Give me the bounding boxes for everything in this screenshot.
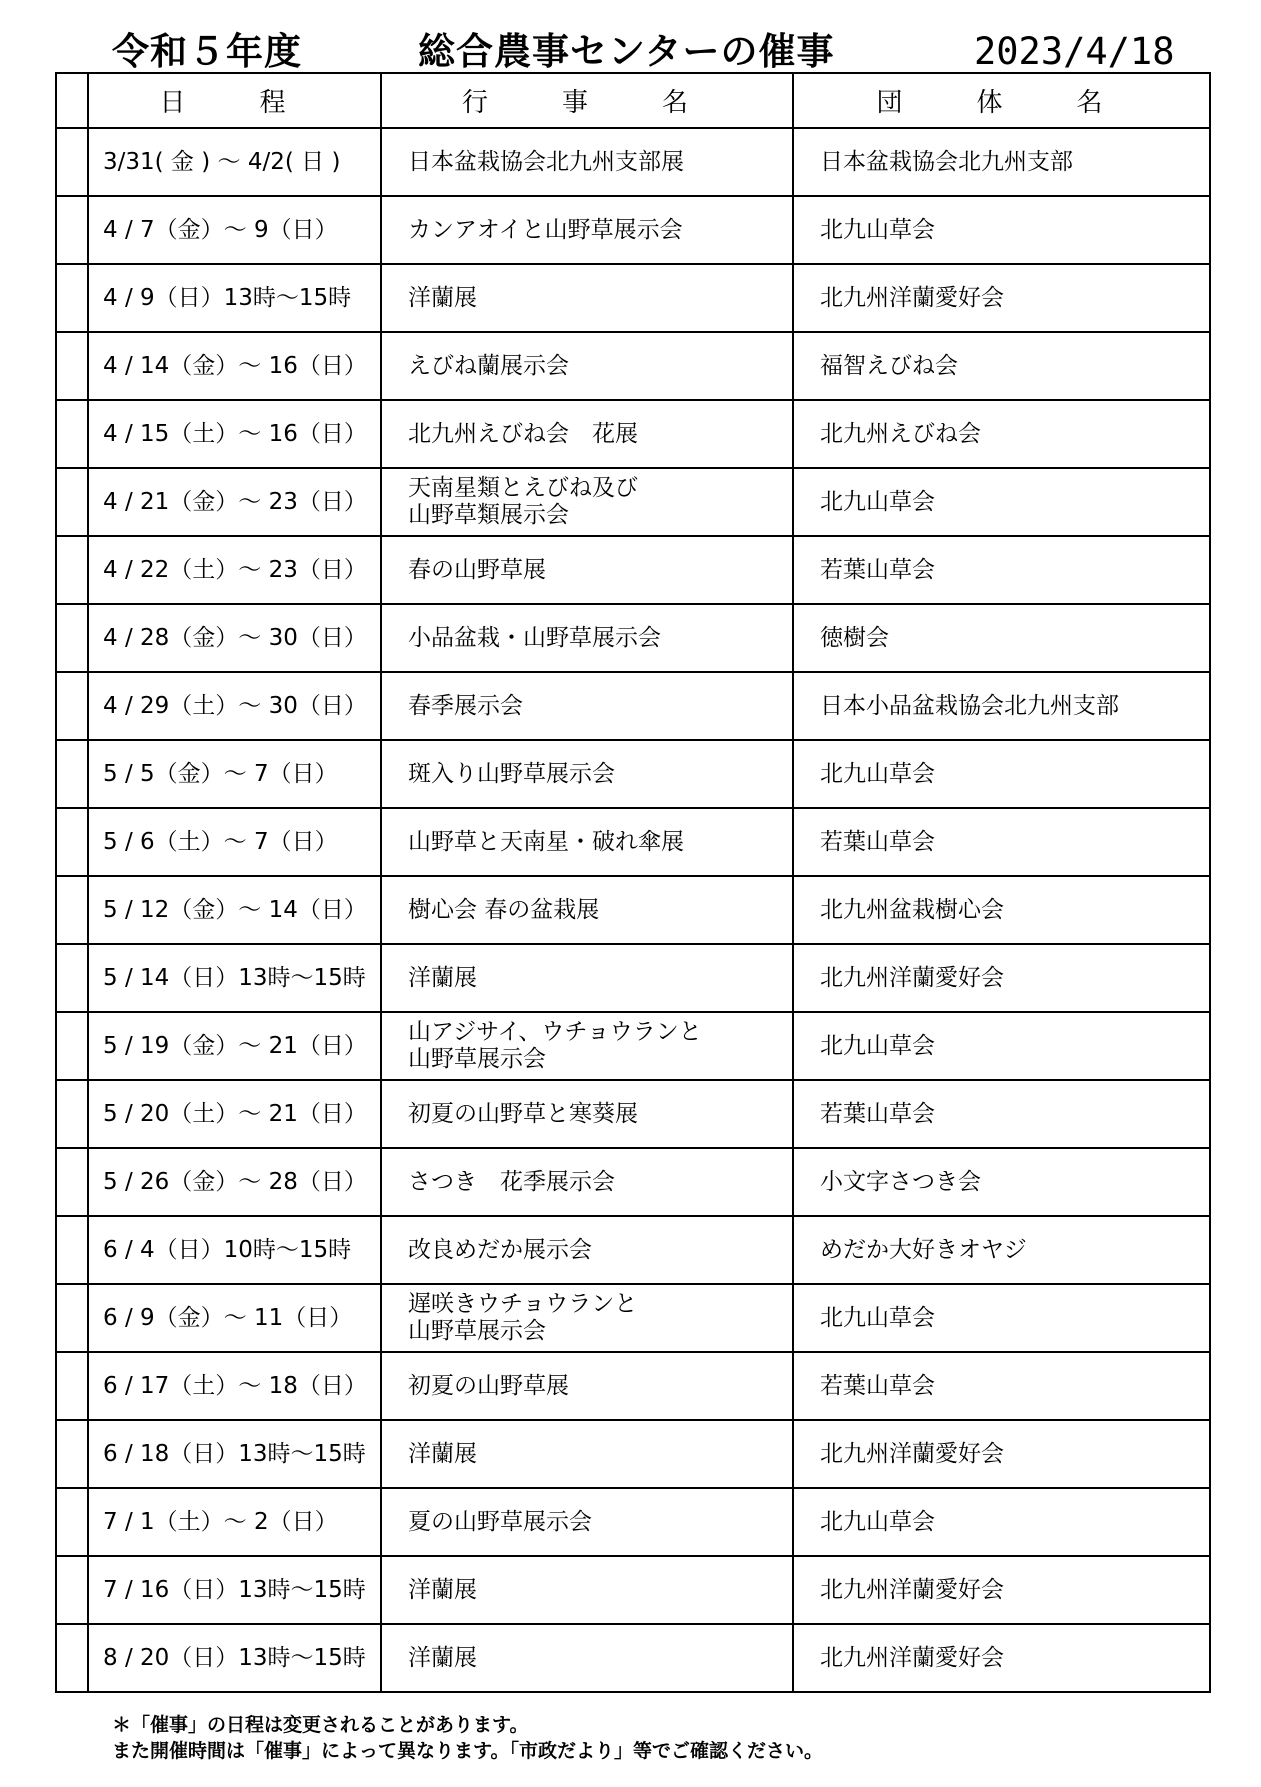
organization-name: 福智えびね会 [793, 332, 1210, 400]
row-marker [56, 196, 88, 264]
organization-name: 北九山草会 [793, 196, 1210, 264]
organization-name: 北九州洋蘭愛好会 [793, 944, 1210, 1012]
schedule-date: 6 / 4（日）10時～15時 [88, 1216, 381, 1284]
event-name: えびね蘭展示会 [381, 332, 793, 400]
row-marker [56, 536, 88, 604]
schedule-date: 7 / 16（日）13時～15時 [88, 1556, 381, 1624]
event-name: 春の山野草展 [381, 536, 793, 604]
event-name: 洋蘭展 [381, 944, 793, 1012]
organization-name: 若葉山草会 [793, 1080, 1210, 1148]
table-row [56, 1420, 1210, 1488]
row-marker [56, 1148, 88, 1216]
organization-name: 北九山草会 [793, 468, 1210, 536]
event-name: 初夏の山野草と寒葵展 [381, 1080, 793, 1148]
table-row [56, 196, 1210, 264]
table-row [56, 1352, 1210, 1420]
row-marker [56, 672, 88, 740]
table-row [56, 332, 1210, 400]
table-row [56, 1556, 1210, 1624]
column-header-event: 行 事 名 [381, 73, 793, 128]
schedule-date: 4 / 29（土）～ 30（日） [88, 672, 381, 740]
table-row [56, 1624, 1210, 1692]
table-row [56, 876, 1210, 944]
table-row [56, 1148, 1210, 1216]
event-name: 小品盆栽・山野草展示会 [381, 604, 793, 672]
organization-name: 若葉山草会 [793, 1352, 1210, 1420]
table-row [56, 536, 1210, 604]
schedule-date: 5 / 5（金）～ 7（日） [88, 740, 381, 808]
schedule-date: 4 / 9（日）13時～15時 [88, 264, 381, 332]
schedule-date: 7 / 1（土）～ 2（日） [88, 1488, 381, 1556]
row-marker [56, 1556, 88, 1624]
schedule-date: 6 / 18（日）13時～15時 [88, 1420, 381, 1488]
row-marker [56, 1624, 88, 1692]
organization-name: 北九州えびね会 [793, 400, 1210, 468]
schedule-date: 5 / 14（日）13時～15時 [88, 944, 381, 1012]
schedule-date: 8 / 20（日）13時～15時 [88, 1624, 381, 1692]
schedule-date: 5 / 12（金）～ 14（日） [88, 876, 381, 944]
organization-name: 北九州洋蘭愛好会 [793, 1420, 1210, 1488]
organization-name: 日本盆栽協会北九州支部 [793, 128, 1210, 196]
table-row [56, 1284, 1210, 1352]
organization-name: 小文字さつき会 [793, 1148, 1210, 1216]
table-row [56, 1012, 1210, 1080]
row-marker [56, 604, 88, 672]
table-row [56, 1080, 1210, 1148]
event-name: 天南星類とえびね及び 山野草類展示会 [381, 468, 793, 536]
document-date: 2023/4/18 [974, 30, 1175, 73]
event-name: カンアオイと山野草展示会 [381, 196, 793, 264]
organization-name: 北九山草会 [793, 1488, 1210, 1556]
row-marker [56, 740, 88, 808]
row-marker [56, 876, 88, 944]
schedule-date: 5 / 26（金）～ 28（日） [88, 1148, 381, 1216]
organization-name: 若葉山草会 [793, 536, 1210, 604]
schedule-date: 4 / 21（金）～ 23（日） [88, 468, 381, 536]
organization-name: 徳樹会 [793, 604, 1210, 672]
schedule-date: 4 / 28（金）～ 30（日） [88, 604, 381, 672]
event-name: さつき 花季展示会 [381, 1148, 793, 1216]
schedule-date: 4 / 22（土）～ 23（日） [88, 536, 381, 604]
row-marker [56, 332, 88, 400]
fiscal-year: 令和５年度 [112, 30, 302, 73]
note-line: ＊「催事」の日程は変更されることがあります。 [112, 1714, 529, 1736]
row-marker [56, 1284, 88, 1352]
row-marker [56, 1080, 88, 1148]
schedule-date: 4 / 7（金）～ 9（日） [88, 196, 381, 264]
organization-name: 北九州洋蘭愛好会 [793, 264, 1210, 332]
event-name: 遅咲きウチョウランと 山野草展示会 [381, 1284, 793, 1352]
event-name: 斑入り山野草展示会 [381, 740, 793, 808]
table-row [56, 944, 1210, 1012]
event-name: 北九州えびね会 花展 [381, 400, 793, 468]
page-title: 総合農事センターの催事 [418, 30, 835, 73]
organization-name: めだか大好きオヤジ [793, 1216, 1210, 1284]
event-name: 春季展示会 [381, 672, 793, 740]
organization-name: 北九州盆栽樹心会 [793, 876, 1210, 944]
row-marker [56, 1216, 88, 1284]
event-name: 初夏の山野草展 [381, 1352, 793, 1420]
schedule-date: 6 / 9（金）～ 11（日） [88, 1284, 381, 1352]
event-name: 洋蘭展 [381, 1420, 793, 1488]
row-marker [56, 128, 88, 196]
schedule-date: 3/31( 金 ) ～ 4/2( 日 ) [88, 128, 381, 196]
table-row [56, 740, 1210, 808]
row-marker [56, 1488, 88, 1556]
row-marker [56, 808, 88, 876]
column-header-organization: 団 体 名 [793, 73, 1210, 128]
row-marker [56, 1012, 88, 1080]
table-header-row [56, 73, 1210, 128]
note-line: また開催時間は「催事」によって異なります。「市政だより」等でご確認ください。 [112, 1740, 823, 1762]
table-row [56, 604, 1210, 672]
row-marker [56, 264, 88, 332]
event-name: 日本盆栽協会北九州支部展 [381, 128, 793, 196]
table-row [56, 400, 1210, 468]
event-name: 山アジサイ、ウチョウランと 山野草展示会 [381, 1012, 793, 1080]
row-marker [56, 1352, 88, 1420]
schedule-date: 5 / 6（土）～ 7（日） [88, 808, 381, 876]
organization-name: 北九山草会 [793, 740, 1210, 808]
event-name: 洋蘭展 [381, 1624, 793, 1692]
schedule-date: 4 / 14（金）～ 16（日） [88, 332, 381, 400]
row-marker [56, 1420, 88, 1488]
organization-name: 日本小品盆栽協会北九州支部 [793, 672, 1210, 740]
organization-name: 北九州洋蘭愛好会 [793, 1556, 1210, 1624]
schedule-date: 4 / 15（土）～ 16（日） [88, 400, 381, 468]
event-name: 山野草と天南星・破れ傘展 [381, 808, 793, 876]
event-name: 樹心会 春の盆栽展 [381, 876, 793, 944]
table-row [56, 128, 1210, 196]
event-name: 洋蘭展 [381, 264, 793, 332]
column-header-date: 日 程 [88, 73, 381, 128]
event-name: 改良めだか展示会 [381, 1216, 793, 1284]
organization-name: 北九山草会 [793, 1012, 1210, 1080]
row-marker [56, 468, 88, 536]
table-row [56, 468, 1210, 536]
schedule-date: 5 / 19（金）～ 21（日） [88, 1012, 381, 1080]
schedule-date: 5 / 20（土）～ 21（日） [88, 1080, 381, 1148]
row-marker-header [56, 73, 88, 128]
organization-name: 北九州洋蘭愛好会 [793, 1624, 1210, 1692]
event-name: 洋蘭展 [381, 1556, 793, 1624]
table-row [56, 1488, 1210, 1556]
event-name: 夏の山野草展示会 [381, 1488, 793, 1556]
organization-name: 北九山草会 [793, 1284, 1210, 1352]
table-row [56, 264, 1210, 332]
table-row [56, 1216, 1210, 1284]
row-marker [56, 944, 88, 1012]
schedule-date: 6 / 17（土）～ 18（日） [88, 1352, 381, 1420]
organization-name: 若葉山草会 [793, 808, 1210, 876]
schedule-table [55, 72, 1211, 1693]
table-row [56, 672, 1210, 740]
table-row [56, 808, 1210, 876]
row-marker [56, 400, 88, 468]
notes [112, 1712, 823, 1764]
